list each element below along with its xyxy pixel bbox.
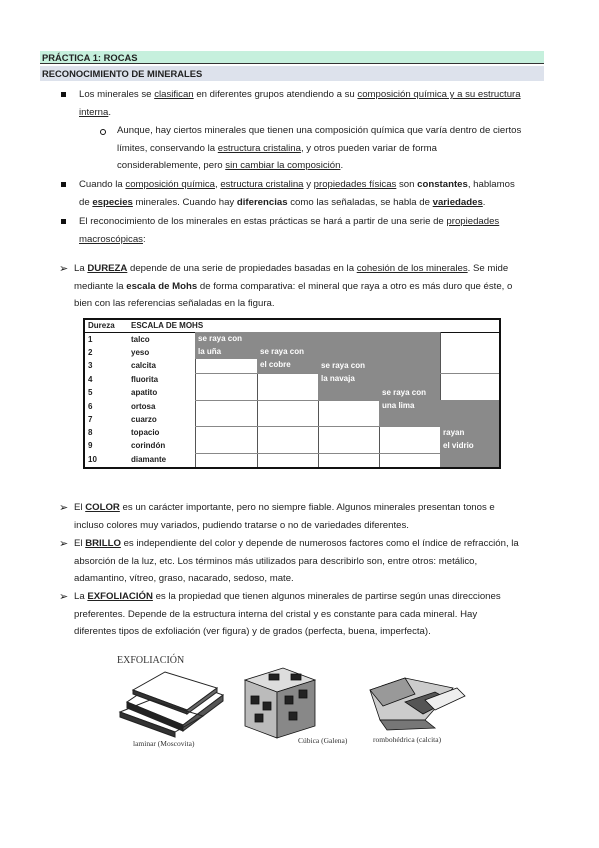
- text: ,: [215, 179, 221, 190]
- text: Aunque, hay ciertos minerales que tienen una composición química que varía dentro de ciertos: [117, 125, 522, 136]
- bullet-square-icon: [61, 92, 66, 97]
- text: se raya con: [321, 361, 366, 370]
- text: .: [482, 196, 486, 208]
- text: El: [74, 538, 86, 549]
- text: interna: [79, 106, 109, 118]
- table-cell: yeso: [131, 348, 150, 357]
- table-cell: 3: [88, 361, 93, 370]
- caption-cubic: Cúbica (Galena): [298, 736, 348, 745]
- bullet-paragraph-3: [79, 213, 549, 248]
- figure-title: EXFOLIACIÓN: [117, 655, 185, 666]
- sub-bullet-paragraph: [117, 122, 557, 175]
- text: EXFOLIACIÓN: [87, 591, 153, 602]
- scratch-block-vidrio: [440, 400, 499, 467]
- table-cell: apatito: [131, 388, 158, 397]
- table-cell: topacio: [131, 428, 160, 437]
- scratch-block-lima: [379, 332, 440, 426]
- text: Los minerales se: [79, 89, 155, 100]
- text: diferencias: [236, 196, 288, 208]
- table-cell: 7: [88, 415, 93, 424]
- text: incluso colores muy variados, pudiendo tratarse o no de variedades diferentes.: [74, 519, 409, 531]
- table-cell: fluorita: [131, 375, 159, 384]
- text: variedades: [432, 196, 483, 208]
- bullet-paragraph-2: [79, 176, 549, 211]
- caption-rhombohedral: rombohédrica (calcita): [373, 735, 442, 744]
- table-cell: 4: [88, 375, 93, 384]
- page-title: [40, 51, 544, 64]
- table-cell: 9: [88, 441, 93, 450]
- table-cell: corindón: [131, 441, 166, 450]
- table-cell: cuarzo: [131, 415, 157, 424]
- table-cell: calcita: [131, 361, 156, 370]
- scratch-block-cobre: [257, 332, 318, 373]
- arrow-bullet-icon: ➢: [59, 263, 69, 275]
- table-cell: 6: [88, 402, 93, 411]
- bullet-square-icon: [61, 219, 66, 224]
- text: absorción de la luz, etc. Los términos más utilizados para describirlo son, entre otros: metálico,: [74, 555, 478, 567]
- text: se raya con: [198, 334, 243, 343]
- scratch-block-navaja: [318, 332, 379, 400]
- text: propiedades: [446, 216, 500, 227]
- text: de: [79, 196, 93, 208]
- arrow-bullet-icon: ➢: [59, 538, 69, 550]
- text: el cobre: [260, 360, 291, 369]
- text: propiedades físicas: [313, 179, 397, 190]
- table-cell: 1: [88, 335, 93, 344]
- text: . Se mide: [467, 263, 509, 274]
- section-heading: [40, 66, 544, 81]
- text: depende de una serie de propiedades basadas en la: [127, 263, 357, 274]
- text: en diferentes grupos atendiendo a su: [193, 89, 358, 100]
- text: la uña: [198, 347, 222, 356]
- text: .: [340, 160, 344, 171]
- text: escala de Mohs: [126, 280, 198, 292]
- brillo-paragraph: [74, 535, 554, 588]
- text: El reconocimiento de los minerales en estas prácticas se hará a partir de una serie de: [79, 216, 447, 227]
- text: son: [396, 179, 418, 190]
- exfoliation-figure: [105, 650, 485, 750]
- bullet-square-icon: [61, 182, 66, 187]
- text: :: [142, 233, 146, 245]
- text: constantes: [417, 179, 468, 190]
- bullet-circle-icon: [100, 129, 106, 135]
- text: DUREZA: [87, 263, 128, 274]
- caption-laminar: laminar (Moscovita): [133, 739, 195, 748]
- text: considerablemente, pero: [117, 160, 226, 171]
- text: el vidrio: [443, 441, 474, 450]
- text: composición química: [125, 179, 215, 190]
- color-paragraph: [74, 499, 554, 534]
- table-cell: 8: [88, 428, 93, 437]
- text: La: [74, 263, 88, 274]
- rhombohedral-cleavage-drawing: [370, 678, 465, 730]
- subtitle-text: RECONOCIMIENTO DE MINERALES: [42, 68, 203, 79]
- text: sin cambiar la composición: [225, 160, 341, 171]
- text: una lima: [382, 401, 415, 410]
- bullet-paragraph-1: [79, 86, 549, 121]
- table-cell: 2: [88, 348, 93, 357]
- text: límites, conservando la: [117, 142, 218, 154]
- text: adamantino, vítreo, graso, nacarado, sedoso, mate.: [74, 573, 294, 584]
- text: Cuando la: [79, 179, 126, 190]
- laminar-cleavage-drawing: [120, 672, 223, 737]
- table-header-escala: ESCALA DE MOHS: [131, 321, 204, 330]
- text: preferentes. Depende de la estructura interna del cristal y es constante para cada mineral. Hay: [74, 608, 478, 620]
- text: estructura cristalina: [217, 142, 301, 154]
- arrow-bullet-icon: ➢: [59, 591, 69, 603]
- text: estructura cristalina: [220, 179, 304, 190]
- text: es independiente del color y depende de numerosos factores como el índice de refracción, la: [120, 538, 519, 549]
- text: se raya con: [382, 388, 427, 397]
- text: como las señaladas, se habla de: [287, 196, 433, 208]
- text: rayan: [443, 428, 465, 437]
- text: .: [108, 106, 112, 118]
- text: macroscópicas: [79, 233, 143, 245]
- table-cell: 5: [88, 388, 93, 397]
- text: diferentes tipos de exfoliación (ver figura) y de grados (perfecta, buena, imperfecta).: [74, 626, 431, 637]
- table-cell: diamante: [131, 455, 167, 464]
- title-text: PRÁCTICA 1: ROCAS: [42, 52, 138, 63]
- table-cell: 10: [88, 455, 97, 464]
- text: es la propiedad que tienen algunos minerales de partirse según unas direcciones: [152, 591, 501, 602]
- text: El: [74, 502, 86, 513]
- mohs-scale-table: [83, 318, 501, 469]
- text: es un carácter importante, pero no siempre fiable. Algunos minerales presentan tonos e: [119, 502, 495, 513]
- text: la navaja: [321, 374, 355, 383]
- table-cell: ortosa: [131, 402, 156, 411]
- text: mediante la: [74, 280, 127, 292]
- arrow-bullet-icon: ➢: [59, 502, 69, 514]
- text: , hablamos: [467, 179, 515, 190]
- text: La: [74, 591, 88, 602]
- text: , y otros pueden variar de forma: [300, 142, 437, 154]
- text: especies: [92, 196, 133, 208]
- text: cohesión de los minerales: [356, 263, 468, 274]
- text: y: [303, 179, 314, 190]
- text: COLOR: [85, 502, 120, 513]
- table-cell: talco: [131, 335, 150, 344]
- scratch-block-una: [195, 332, 257, 359]
- text: bien con las referencias señaladas en la figura.: [74, 298, 275, 309]
- table-header-dureza: Dureza: [88, 321, 115, 330]
- text: BRILLO: [85, 538, 121, 549]
- text: minerales. Cuando hay: [132, 196, 237, 208]
- text: de forma comparativa: el mineral que raya a otro es más duro que éste, o: [197, 280, 513, 292]
- text: composición química y a su estructura: [357, 89, 521, 100]
- dureza-paragraph: [74, 260, 554, 313]
- text: se raya con: [260, 347, 305, 356]
- exfoliacion-paragraph: [74, 588, 554, 641]
- cubic-cleavage-drawing: [245, 668, 315, 738]
- text: clasifican: [154, 89, 194, 100]
